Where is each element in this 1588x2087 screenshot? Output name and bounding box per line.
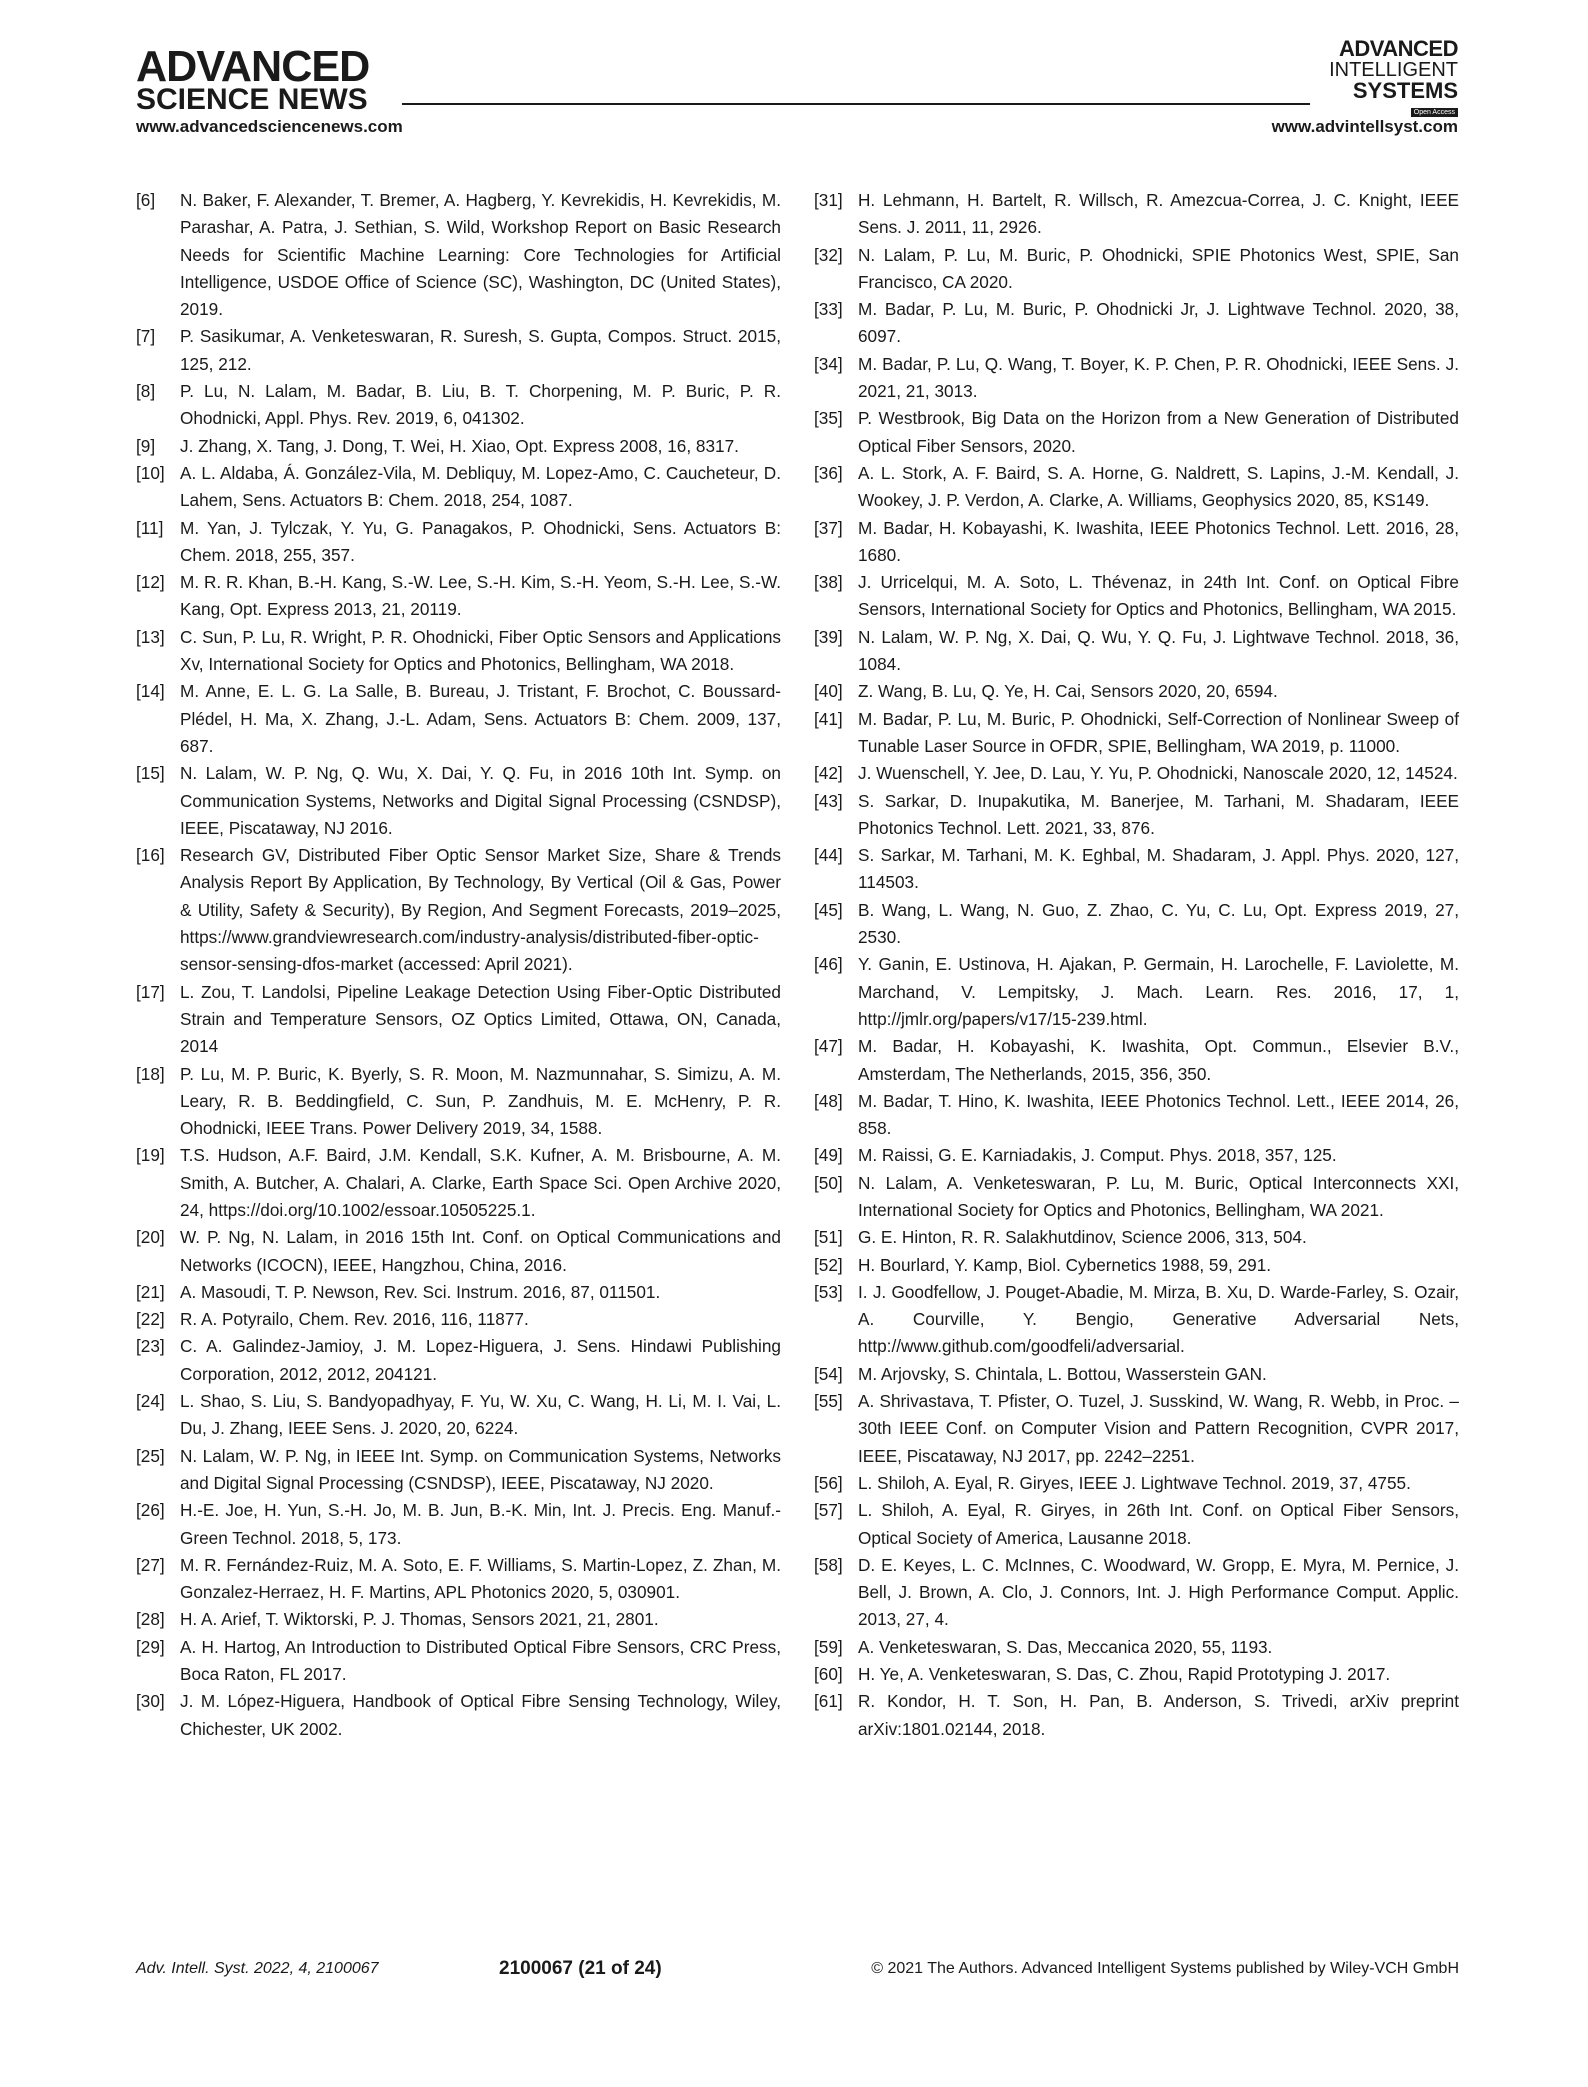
reference-number: [45] [814,899,843,920]
reference-number: [56] [814,1472,843,1493]
reference-number: [37] [814,517,843,538]
reference-number: [42] [814,763,843,784]
footer-citation: Adv. Intell. Syst. 2022, 4, 2100067 [136,1960,379,1977]
reference-text: Y. Ganin, E. Ustinova, H. Ajakan, P. Germain, H. Larochelle, F. Laviolette, M. Marchand, V. Lempitsky, J. Mach. Learn. Res. 2016, 17, 1, http://jmlr.org/papers/v17/15-239.html. [858,954,1459,1029]
reference-number: [44] [814,845,843,866]
reference-number: [16] [136,845,165,866]
reference-number: [24] [136,1391,165,1412]
reference-item [814,1497,1459,1552]
reference-text: M. Arjovsky, S. Chintala, L. Bottou, Wasserstein GAN. [858,1363,1267,1384]
reference-text: P. Lu, N. Lalam, M. Badar, B. Liu, B. T. Chorpening, M. P. Buric, P. R. Ohodnicki, Appl. Phys. Rev. 2019, 6, 041302. [180,381,781,429]
footer-page-number: 2100067 (21 of 24) [499,1958,662,1979]
reference-text: M. Anne, E. L. G. La Salle, B. Bureau, J. Tristant, F. Brochot, C. Boussard-Plédel, H. Ma, X. Zhang, J.-L. Adam, Sens. Actuators B: Chem. 2009, 137, 687. [180,681,781,756]
reference-item [814,296,1459,351]
reference-text: N. Lalam, P. Lu, M. Buric, P. Ohodnicki, SPIE Photonics West, SPIE, San Francisco, CA 2020. [858,244,1459,292]
reference-number: [50] [814,1172,843,1193]
reference-text: C. Sun, P. Lu, R. Wright, P. R. Ohodnicki, Fiber Optic Sensors and Applications Xv, International Society for Optics and Photonics, Bellingham, WA 2018. [180,626,781,675]
reference-text: T.S. Hudson, A.F. Baird, J.M. Kendall, S.K. Kufner, A. M. Brisbourne, A. M. Smith, A. Butcher, A. Chalari, A. Clarke, Earth Space Sci. Open Archive 2020, 24, https://doi.org/10.1002/essoar.10505225.1. [180,1145,781,1220]
reference-item [814,1361,1459,1388]
reference-number: [48] [814,1090,843,1111]
reference-item [136,624,781,679]
reference-number: [15] [136,763,165,784]
reference-item [136,1061,781,1143]
reference-item [814,1224,1459,1251]
reference-number: [52] [814,1254,843,1275]
logo-line-advanced: ADVANCED [136,42,370,91]
reference-number: [6] [136,190,156,210]
reference-text: P. Lu, M. P. Buric, K. Byerly, S. R. Moon, M. Nazmunnahar, S. Simizu, A. M. Leary, R. B. Beddingfield, C. Sun, P. Zandhuis, M. E. McHenry, P. R. Ohodnicki, IEEE Trans. Power Delivery 2019, 34, 1588. [180,1063,781,1139]
reference-item [136,515,781,570]
reference-item [814,1033,1459,1088]
reference-number: [29] [136,1636,165,1657]
reference-number: [43] [814,790,843,811]
reference-text: J. Wuenschell, Y. Jee, D. Lau, Y. Yu, P. Ohodnicki, Nanoscale 2020, 12, 14524. [858,763,1458,784]
reference-item [814,678,1459,705]
footer-copyright: © 2021 The Authors. Advanced Intelligent Systems published by Wiley-VCH GmbH [871,1960,1459,1977]
reference-number: [47] [814,1036,843,1057]
reference-number: [39] [814,626,843,647]
journal-logo-line3: SYSTEMS [1352,78,1458,103]
reference-text: M. Yan, J. Tylczak, Y. Yu, G. Panagakos, P. Ohodnicki, Sens. Actuators B: Chem. 2018, 255, 357. [180,517,781,565]
reference-number: [57] [814,1500,843,1521]
reference-item [136,1142,781,1224]
reference-text: W. P. Ng, N. Lalam, in 2016 15th Int. Conf. on Optical Communications and Networks (ICOCN), IEEE, Hangzhou, China, 2016. [180,1227,781,1275]
reference-number: [27] [136,1554,165,1575]
reference-text: J. M. López-Higuera, Handbook of Optical Fibre Sensing Technology, Wiley, Chichester, UK 2002. [180,1691,781,1739]
reference-text: M. R. Fernández-Ruiz, M. A. Soto, E. F. Williams, S. Martin-Lopez, Z. Zhan, M. Gonzalez-Herraez, H. F. Martins, APL Photonics 2020, 5, 030901. [180,1554,781,1603]
reference-item [136,1497,781,1552]
reference-item [136,1634,781,1689]
references-column-right [814,187,1459,1743]
reference-number: [28] [136,1609,165,1630]
reference-number: [32] [814,244,843,265]
reference-number: [26] [136,1500,165,1521]
reference-item [814,1170,1459,1225]
reference-item [136,760,781,842]
journal-logo-line2: INTELLIGENT [1329,59,1458,81]
logo-line-science-news: SCIENCE NEWS [136,83,368,116]
reference-text: H. Ye, A. Venketeswaran, S. Das, C. Zhou, Rapid Prototyping J. 2017. [858,1664,1391,1685]
reference-text: N. Lalam, W. P. Ng, Q. Wu, X. Dai, Y. Q. Fu, in 2016 10th Int. Symp. on Communication Systems, Networks and Digital Signal Processing (CSNDSP), IEEE, Piscataway, NJ 2016. [180,763,781,838]
reference-number: [61] [814,1691,843,1712]
reference-text: R. A. Potyrailo, Chem. Rev. 2016, 116, 11877. [180,1309,529,1330]
reference-number: [54] [814,1363,843,1384]
reference-text: M. R. R. Khan, B.-H. Kang, S.-W. Lee, S.-H. Kim, S.-H. Yeom, S.-H. Lee, S.-W. Kang, Opt. Express 2013, 21, 20119. [180,572,781,620]
open-access-badge: Open Access [1411,108,1458,117]
reference-item [136,1279,781,1306]
reference-item [814,1388,1459,1470]
reference-number: [8] [136,381,156,402]
reference-number: [20] [136,1227,165,1248]
reference-number: [33] [814,299,843,320]
reference-text: P. Westbrook, Big Data on the Horizon from a New Generation of Distributed Optical Fiber Sensors, 2020. [858,408,1459,456]
reference-number: [7] [136,326,156,347]
reference-number: [25] [136,1445,165,1466]
reference-number: [21] [136,1281,165,1302]
reference-text: M. Badar, H. Kobayashi, K. Iwashita, IEEE Photonics Technol. Lett. 2016, 28, 1680. [858,517,1459,565]
reference-item [136,187,781,323]
reference-text: L. Shiloh, A. Eyal, R. Giryes, in 26th Int. Conf. on Optical Fiber Sensors, Optical Society of America, Lausanne 2018. [858,1500,1459,1548]
reference-item [814,1088,1459,1143]
journal-url[interactable]: www.advintellsyst.com [1271,117,1458,136]
reference-number: [40] [814,681,843,702]
reference-text: G. E. Hinton, R. R. Salakhutdinov, Science 2006, 313, 504. [858,1227,1307,1248]
reference-text: M. Badar, P. Lu, Q. Wang, T. Boyer, K. P. Chen, P. R. Ohodnicki, IEEE Sens. J. 2021, 21, 3013. [858,353,1459,402]
reference-text: B. Wang, L. Wang, N. Guo, Z. Zhao, C. Yu, C. Lu, Opt. Express 2019, 27, 2530. [858,899,1459,948]
reference-text: N. Lalam, A. Venketeswaran, P. Lu, M. Buric, Optical Interconnects XXI, International Society for Optics and Photonics, Bellingham, WA 2021. [858,1172,1459,1220]
reference-number: [35] [814,408,843,429]
reference-item [814,1661,1459,1688]
reference-text: J. Zhang, X. Tang, J. Dong, T. Wei, H. Xiao, Opt. Express 2008, 16, 8317. [180,435,739,456]
reference-text: L. Shiloh, A. Eyal, R. Giryes, IEEE J. Lightwave Technol. 2019, 37, 4755. [858,1472,1411,1493]
reference-item [814,1142,1459,1169]
reference-text: M. Badar, H. Kobayashi, K. Iwashita, Opt. Commun., Elsevier B.V., Amsterdam, The Netherlands, 2015, 356, 350. [858,1036,1459,1084]
reference-item [136,1552,781,1607]
reference-number: [58] [814,1554,843,1575]
reference-number: [10] [136,462,165,483]
reference-text: P. Sasikumar, A. Venketeswaran, R. Suresh, S. Gupta, Compos. Struct. 2015, 125, 212. [180,326,781,374]
reference-text: A. H. Hartog, An Introduction to Distributed Optical Fibre Sensors, CRC Press, Boca Raton, FL 2017. [180,1636,781,1685]
reference-item [814,842,1459,897]
reference-number: [53] [814,1281,843,1302]
reference-item [136,323,781,378]
reference-number: [36] [814,462,843,483]
journal-publisher-logo [136,42,374,116]
reference-item [814,706,1459,761]
reference-text: M. Badar, P. Lu, M. Buric, P. Ohodnicki Jr, J. Lightwave Technol. 2020, 38, 6097. [858,299,1459,347]
reference-text: Research GV, Distributed Fiber Optic Sensor Market Size, Share & Trends Analysis Report By Application, By Technology, By Vertical (Oil & Gas, Power & Utility, Safety & Security), By Region, And Segment Forecasts, 2019–2025, https://www.grandviewresearch.com/industry-analysis/distributed-fiber-optic-sensor-sensing-dfos-market (accessed: April 2021). [180,845,781,975]
reference-text: H.-E. Joe, H. Yun, S.-H. Jo, M. B. Jun, B.-K. Min, Int. J. Precis. Eng. Manuf.-Green Technol. 2018, 5, 173. [180,1500,781,1548]
reference-number: [22] [136,1309,165,1330]
reference-text: H. Lehmann, H. Bartelt, R. Willsch, R. Amezcua-Correa, J. C. Knight, IEEE Sens. J. 2011, 11, 2926. [858,190,1459,238]
reference-text: A. L. Stork, A. F. Baird, S. A. Horne, G. Naldrett, S. Lapins, J.-M. Kendall, J. Wookey, J. P. Verdon, A. Clarke, A. Williams, Geophysics 2020, 85, KS149. [858,462,1459,511]
reference-item [814,187,1459,242]
reference-text: M. Raissi, G. E. Karniadakis, J. Comput. Phys. 2018, 357, 125. [858,1145,1337,1166]
reference-text: L. Shao, S. Liu, S. Bandyopadhyay, F. Yu, W. Xu, C. Wang, H. Li, M. I. Vai, L. Du, J. Zhang, IEEE Sens. J. 2020, 20, 6224. [180,1391,781,1439]
reference-item [814,1552,1459,1634]
reference-text: H. Bourlard, Y. Kamp, Biol. Cybernetics 1988, 59, 291. [858,1254,1272,1275]
reference-item [136,1388,781,1443]
reference-text: N. Lalam, W. P. Ng, X. Dai, Q. Wu, Y. Q. Fu, J. Lightwave Technol. 2018, 36, 1084. [858,626,1459,675]
reference-number: [30] [136,1691,165,1712]
reference-item [136,1606,781,1633]
reference-number: [60] [814,1664,843,1685]
reference-item [814,1252,1459,1279]
reference-number: [19] [136,1145,165,1166]
reference-item [814,788,1459,843]
reference-text: L. Zou, T. Landolsi, Pipeline Leakage Detection Using Fiber-Optic Distributed Strain and Temperature Sensors, OZ Optics Limited, Ottawa, ON, Canada, 2014 [180,981,781,1057]
reference-text: R. Kondor, H. T. Son, H. Pan, B. Anderson, S. Trivedi, arXiv preprint arXiv:1801.02144, 2018. [858,1691,1459,1739]
reference-item [814,951,1459,1033]
reference-item [136,460,781,515]
reference-text: S. Sarkar, D. Inupakutika, M. Banerjee, M. Tarhani, M. Shadaram, IEEE Photonics Technol. Lett. 2021, 33, 876. [858,790,1459,838]
reference-item [136,1306,781,1333]
reference-item [814,515,1459,570]
reference-item [136,1224,781,1279]
reference-item [814,242,1459,297]
reference-item [814,897,1459,952]
reference-number: [18] [136,1063,165,1084]
reference-text: N. Lalam, W. P. Ng, in IEEE Int. Symp. on Communication Systems, Networks and Digital Signal Processing (CSNDSP), IEEE, Piscataway, NJ 2020. [180,1445,781,1493]
journal-logo-line1: ADVANCED [1338,36,1458,61]
reference-item [136,979,781,1061]
reference-number: [14] [136,681,165,702]
reference-text: A. Masoudi, T. P. Newson, Rev. Sci. Instrum. 2016, 87, 011501. [180,1281,661,1302]
reference-number: [12] [136,572,165,593]
reference-text: A. Venketeswaran, S. Das, Meccanica 2020, 55, 1193. [858,1636,1273,1657]
reference-item [814,760,1459,787]
references-column-left [136,187,781,1743]
reference-number: [13] [136,626,165,647]
reference-number: [41] [814,708,843,729]
reference-number: [11] [136,517,164,538]
reference-item [814,1634,1459,1661]
header-rule [402,103,1310,105]
reference-number: [17] [136,981,165,1002]
reference-item [136,1333,781,1388]
reference-number: [38] [814,572,843,593]
reference-text: N. Baker, F. Alexander, T. Bremer, A. Hagberg, Y. Kevrekidis, H. Kevrekidis, M. Parashar, A. Patra, J. Sethian, S. Wild, Workshop Report on Basic Research Needs for Scientific Machine Learning: Core Technologies for Artificial Intelligence, USDOE Office of Science (SC), Washington, DC (United States), 2019. [180,190,781,320]
reference-number: [51] [814,1227,843,1248]
reference-text: C. A. Galindez-Jamioy, J. M. Lopez-Higuera, J. Sens. Hindawi Publishing Corporation, 2012, 2012, 204121. [180,1336,781,1384]
reference-item [814,624,1459,679]
reference-number: [49] [814,1145,843,1166]
reference-item [814,351,1459,406]
reference-number: [9] [136,435,156,456]
reference-item [136,433,781,460]
reference-text: D. E. Keyes, L. C. McInnes, C. Woodward, W. Gropp, E. Myra, M. Pernice, J. Bell, J. Brown, A. Clo, J. Connors, Int. J. High Performance Comput. Applic. 2013, 27, 4. [858,1554,1459,1630]
reference-item [136,569,781,624]
reference-number: [55] [814,1391,843,1412]
reference-number: [46] [814,954,843,975]
reference-item [814,1688,1459,1743]
reference-text: M. Badar, P. Lu, M. Buric, P. Ohodnicki, Self-Correction of Nonlinear Sweep of Tunable Laser Source in OFDR, SPIE, Bellingham, WA 2019, p. 11000. [858,708,1459,756]
reference-item [814,460,1459,515]
reference-item [136,378,781,433]
reference-item [814,1470,1459,1497]
journal-logo [1329,38,1458,118]
reference-text: M. Badar, T. Hino, K. Iwashita, IEEE Photonics Technol. Lett., IEEE 2014, 26, 858. [858,1090,1459,1139]
reference-number: [59] [814,1636,843,1657]
reference-text: A. L. Aldaba, Á. González-Vila, M. Debliquy, M. Lopez-Amo, C. Caucheteur, D. Lahem, Sens. Actuators B: Chem. 2018, 254, 1087. [180,462,781,511]
reference-item [136,842,781,978]
reference-text: A. Shrivastava, T. Pfister, O. Tuzel, J. Susskind, W. Wang, R. Webb, in Proc. – 30th IEEE Conf. on Computer Vision and Pattern Recognition, CVPR 2017, IEEE, Piscataway, NJ 2017, pp. 2242–2251. [858,1391,1459,1466]
reference-item [136,678,781,760]
reference-item [814,405,1459,460]
reference-item [136,1443,781,1498]
reference-text: J. Urricelqui, M. A. Soto, L. Thévenaz, in 24th Int. Conf. on Optical Fibre Sensors, International Society for Optics and Photonics, Bellingham, WA 2015. [858,572,1459,620]
reference-text: S. Sarkar, M. Tarhani, M. K. Eghbal, M. Shadaram, J. Appl. Phys. 2020, 127, 114503. [858,845,1459,893]
reference-text: H. A. Arief, T. Wiktorski, P. J. Thomas, Sensors 2021, 21, 2801. [180,1609,659,1630]
reference-number: [23] [136,1336,165,1357]
reference-text: I. J. Goodfellow, J. Pouget-Abadie, M. Mirza, B. Xu, D. Warde-Farley, S. Ozair, A. Courville, Y. Bengio, Generative Adversarial Nets, http://www.github.com/goodfeli/adversarial. [858,1281,1459,1357]
reference-item [136,1688,781,1743]
reference-number: [31] [814,190,843,210]
reference-number: [34] [814,353,843,374]
publisher-url[interactable]: www.advancedsciencenews.com [136,117,403,136]
reference-item [814,569,1459,624]
reference-text: Z. Wang, B. Lu, Q. Ye, H. Cai, Sensors 2020, 20, 6594. [858,681,1278,702]
reference-item [814,1279,1459,1361]
